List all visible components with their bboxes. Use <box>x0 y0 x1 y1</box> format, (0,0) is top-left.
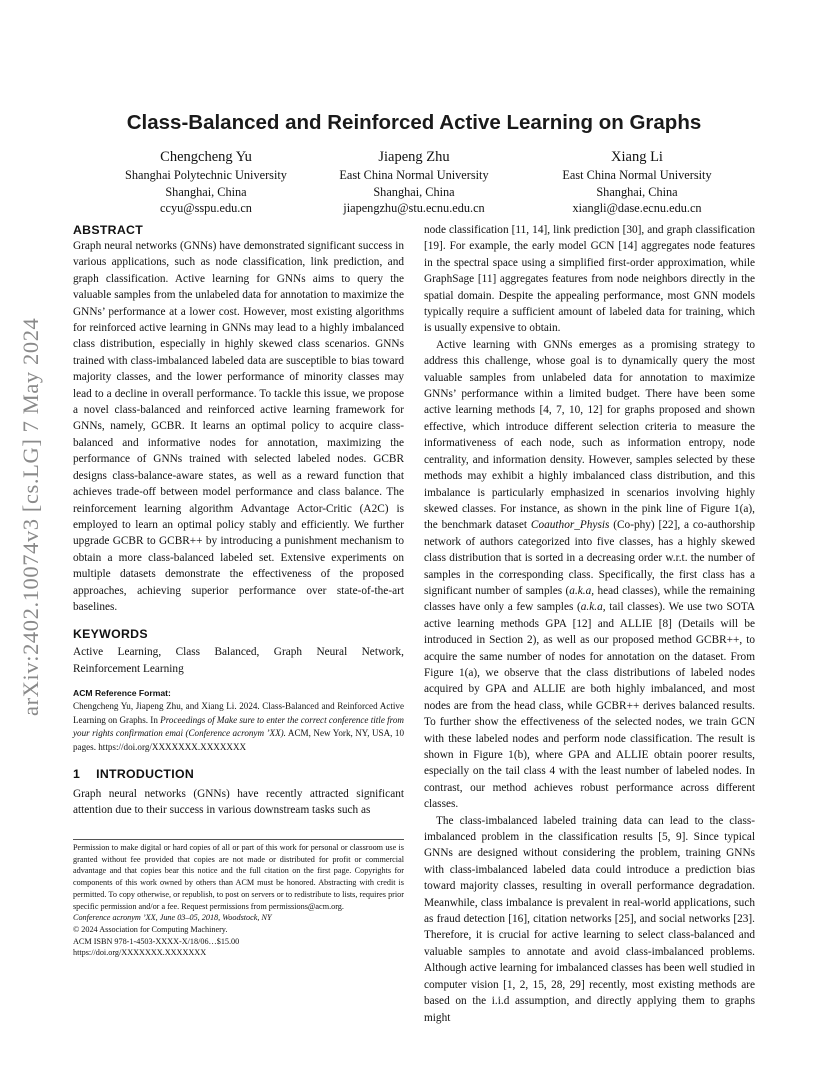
acm-reference-heading: ACM Reference Format: <box>73 688 171 699</box>
right-column <box>424 222 755 1026</box>
p2-part-a: Active learning with GNNs emerges as a promising strategy to address this challenge, whose goal is to dynamically query the most valuable samples from unlabeled data for annotation to maximize GNNs’ performance within a limited budget. There have been some active learning methods [4, 7, 10, 12] for graphs proposed and shown effective, which introduce different selection criteria to measure the informativeness of each node, such as information entropy, node centrality, and information density. However, samples selected by these methods may exhibit a highly imbalanced class distribution, and this imbalance is particularly emphasized in scenarios involving highly skewed classes. For instance, as shown in the pink line of Figure 1(a), the benchmark dataset <box>424 338 755 532</box>
author-email: ccyu@sspu.edu.cn <box>160 201 252 215</box>
dataset-name: Coauthor_Physis <box>530 519 610 532</box>
p2-part-d: tail classes). We use two SOTA active learning methods GPA [12] and ALLIE [8] (Details will be introduced in Section 2), as well as our proposed method GCBR++, to acquire the same number of nodes for annotation on the dataset. From Figure 1(a), we observe that the class distributions of labeled nodes acquired by GPA and ALLIE are both highly imbalanced, and most nodes are from the head class, while GCBR++ derives balanced results. To further show the effectiveness of the selected nodes, we train GCN with these labeled nodes and perform node classification. The result is shown in Figure 1(b), where GPA and ALLIE obtain poorer results, especially on the tail class 4 with the least number of labeled nodes. In contrast, our method achieves robust performance across different classes. <box>424 601 755 811</box>
keywords-heading: KEYWORDS <box>73 627 148 642</box>
left-column <box>73 223 404 818</box>
conference-line: Conference acronym ’XX, June 03–05, 2018, Woodstock, NY <box>73 913 272 923</box>
aka-term: a.k.a, <box>580 601 606 614</box>
intro-paragraph-1-end: node classification [11, 14], link prediction [30], and graph classification [19]. For example, the early model GCN [14] aggregates node features in the spectral space using a simplified first-order approximation, while GraphSage [11] aggregates features from node neighbors directly in the spatial domain. Despite the appealing performance, most GNN models typically require a sufficient amount of labeled data for training, which is usually expensive to obtain. <box>424 224 755 335</box>
acm-reference-authors: Chengcheng Yu, Jiapeng Zhu, and Xiang Li. 2024. Class-Balanced and Reinforced Active Learning on Graphs. In <box>73 701 404 725</box>
section-number: 1 <box>73 766 81 781</box>
introduction-heading <box>73 767 404 781</box>
acm-reference-rest: ACM, New York, NY, USA, 10 pages. https://doi.org/XXXXXXX.XXXXXXX <box>73 728 404 752</box>
acm-reference-text <box>73 700 404 754</box>
arxiv-identifier: arXiv:2402.10074v3 [cs.LG] 7 May 2024 <box>18 317 43 716</box>
intro-paragraph-3: The class-imbalanced labeled training data can lead to the class-imbalanced problem in the classification results [5, 9]. Since typical GNNs are designed without considering the problem, training GNNs with class-imbalanced labeled data could introduce a prediction bias toward majority classes, resulting in overall performance degradation. Meanwhile, class imbalance is prevalent in real-world applications, such as fraud detection [16], citation networks [25], and social networks [23]. Therefore, it is crucial for active learning to select class-balanced and valuable samples to annotate and avoid class-imbalanced problems. Although active learning for imbalanced classes has been well studied in computer vision [1, 2, 15, 28, 29] recently, most existing methods are based on the i.i.d assumption, and directly applying them to graphs might <box>424 814 755 1024</box>
p2-part-b: (Co-phy) [22], a co-authorship network of authors categorized into five classes, has a highly skewed class distribution that is sorted in a decreasing order w.r.t. the number of samples in the corresponding class. Specifically, the first class has a significant number of samples ( <box>424 519 755 597</box>
author-3 <box>527 148 747 217</box>
author-affiliation: East China Normal University <box>562 168 712 182</box>
author-affiliation: East China Normal University <box>339 168 489 182</box>
abstract-heading: ABSTRACT <box>73 223 144 237</box>
section-title: INTRODUCTION <box>96 766 195 781</box>
p2-part-c: head classes), while the remaining classes have only a few samples ( <box>424 584 755 614</box>
author-location: Shanghai, China <box>596 184 678 199</box>
paper-title: Class-Balanced and Reinforced Active Learning on Graphs <box>126 111 702 134</box>
abstract-text: Graph neural networks (GNNs) have demonstrated significant success in various applications, such as node classification, link prediction, and graph classification. Active learning for GNNs aims to query the valuable samples from the unlabeled data for annotation to maximize the GNNs’ performance at a lower cost. However, most existing algorithms for reinforced active learning in GNNs may lead to a highly imbalanced class distribution, especially in highly skewed class scenarios. GNNs trained with class-imbalanced labeled data are susceptible to bias toward majority classes, and the lower performance of minority classes may lead to a decline in overall performance. To tackle this issue, we propose a novel class-balanced and reinforced active learning framework for GNNs, namely, GCBR. It learns an optimal policy to acquire class-balanced and informative nodes for annotation, maximizing the performance of GNNs trained with selected labeled nodes. GCBR designs class-balance-aware states, as well as a reward function that achieves trade-off between model performance and class balance. The reinforcement learning algorithm Advantage Actor-Critic (A2C) is employed to learn an optimal policy stably and efficiently. We further upgrade GCBR to GCBR++ by introducing a punishment mechanism to obtain a more class-balanced labeled set. Extensive experiments on multiple datasets demonstrate the effectiveness of the proposed approaches, achieving superior performance over state-of-the-art baselines. <box>73 240 404 613</box>
author-location: Shanghai, China <box>373 184 455 199</box>
author-1 <box>96 148 316 217</box>
author-affiliation: Shanghai Polytechnic University <box>125 168 287 182</box>
keywords-text: Active Learning, Class Balanced, Graph Neural Network, Reinforcement Learning <box>73 646 404 675</box>
doi-line: https://doi.org/XXXXXXX.XXXXXXX <box>73 948 207 958</box>
aka-term: a.k.a, <box>569 584 595 597</box>
isbn-line: ACM ISBN 978-1-4503-XXXX-X/18/06…$15.00 <box>73 936 240 946</box>
permission-notice: Permission to make digital or hard copies of all or part of this work for personal or classroom use is granted without fee provided that copies are not made or distributed for profit or commercial advantage and that copies bear this notice and the full citation on the first page. Copyrights for components of this work owned by others than ACM must be honored. Abstracting with credit is permitted. To copy otherwise, or republish, to post on servers or to redistribute to lists, requires prior specific permission and/or a fee. Request permissions from permissions@acm.org. <box>73 843 404 911</box>
author-2 <box>304 148 524 217</box>
intro-paragraph-1-start: Graph neural networks (GNNs) have recently attracted significant attention due to their success in various downstream tasks such as <box>73 787 404 816</box>
author-email: xiangli@dase.ecnu.edu.cn <box>572 201 702 215</box>
author-name: Chengcheng Yu <box>160 149 252 165</box>
author-email: jiapengzhu@stu.ecnu.edu.cn <box>343 201 485 215</box>
author-name: Jiapeng Zhu <box>378 149 450 165</box>
acm-reference-venue: Proceedings of Make sure to enter the correct conference title from your rights confirmation emai (Conference acronym ’XX). <box>73 714 404 739</box>
author-location: Shanghai, China <box>165 184 247 199</box>
author-name: Xiang Li <box>611 149 663 165</box>
intro-paragraph-2 <box>424 337 755 813</box>
copyright-line: © 2024 Association for Computing Machinery. <box>73 924 228 934</box>
copyright-footnote <box>73 839 404 959</box>
